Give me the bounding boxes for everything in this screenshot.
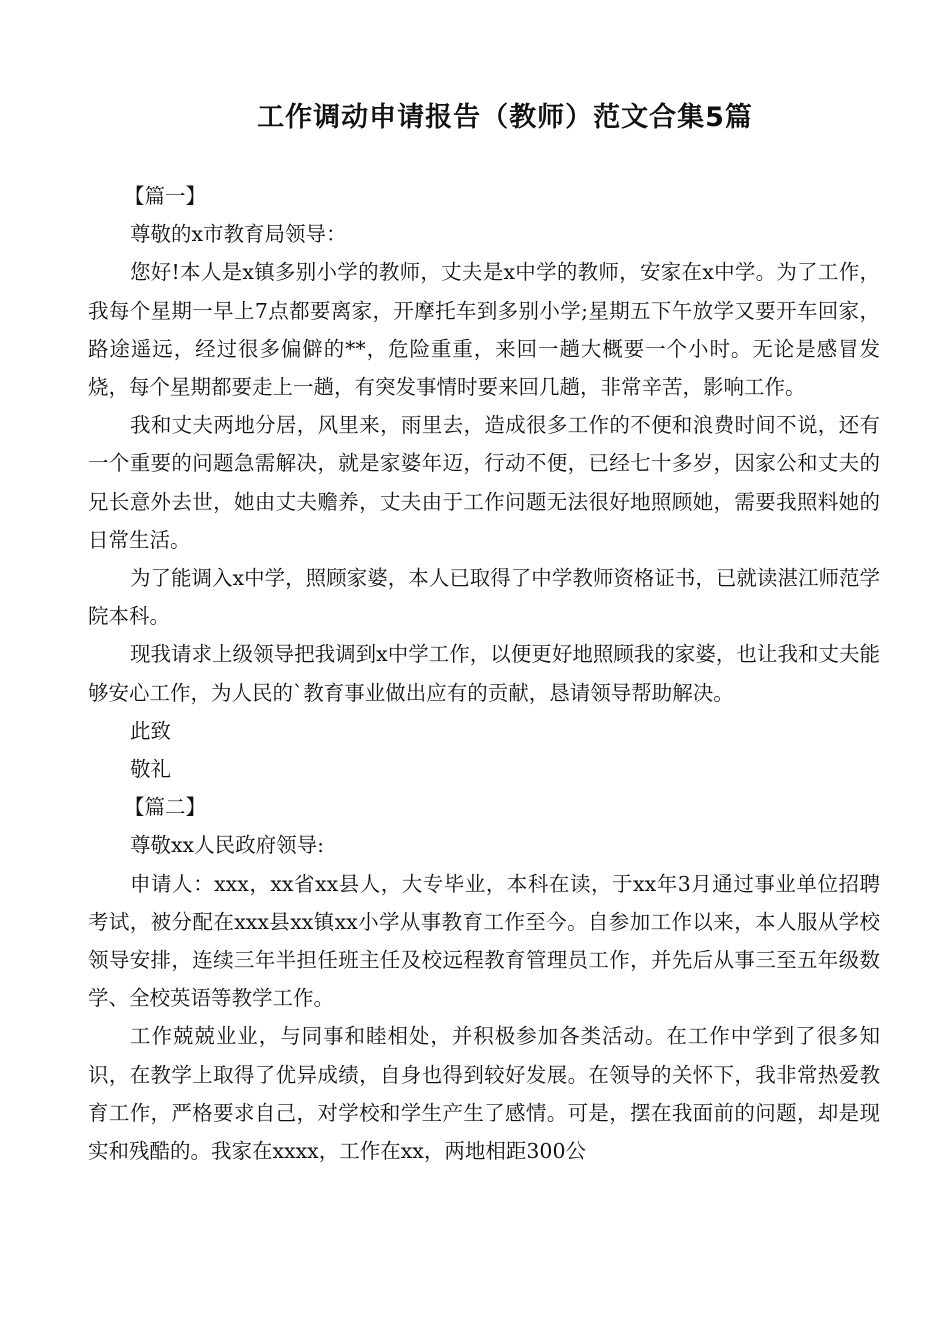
section-heading: 【篇二】 [124,795,206,820]
closing-line: 敬礼 [130,757,171,782]
body-paragraph: 您好!本人是x镇多别小学的教师，丈夫是x中学的教师，安家在x中学。为了工作，我每个星期一早上7点都要离家，开摩托车到多别小学;星期五下午放学又要开车回家，路途遥远，经过很多偏僻的**，危险重重，来回一趟大概要一个小时。无论是感冒发烧，每个星期都要走上一趟，有突发事情时要来回几趟，非常辛苦，影响工作。 [88,260,880,400]
body-paragraph: 申请人：xxx，xx省xx县人，大专毕业，本科在读，于xx年3月通过事业单位招聘考试，被分配在xxx县xx镇xx小学从事教育工作至今。自参加工作以来，本人服从学校领导安排，连续三年半担任班主任及校远程教育管理员工作，并先后从事三至五年级数学、全校英语等教学工作。 [88,871,880,1011]
salutation: 尊敬的x市教育局领导： [130,222,347,247]
body-paragraph: 现我请求上级领导把我调到x中学工作，以便更好地照顾我的家婆，也让我和丈夫能够安心工作，为人民的`教育事业做出应有的贡献，恳请领导帮助解决。 [88,642,880,705]
body-paragraph: 我和丈夫两地分居，风里来，雨里去，造成很多工作的不便和浪费时间不说，还有一个重要的问题急需解决，就是家婆年迈，行动不便，已经七十多岁，因家公和丈夫的兄长意外去世，她由丈夫赡养，丈夫由于工作问题无法很好地照顾她，需要我照料她的日常生活。 [88,413,880,552]
body-paragraph: 工作兢兢业业，与同事和睦相处，并积极参加各类活动。在工作中学到了很多知识，在教学上取得了优异成绩，自身也得到较好发展。在领导的关怀下，我非常热爱教育工作，严格要求自己，对学校和学生产生了感情。可是，摆在我面前的问题，却是现实和残酷的。我家在xxxx，工作在xx，两地相距300公 [88,1024,880,1164]
closing-line: 此致 [130,718,171,743]
document-title: 工作调动申请报告（教师）范文合集5篇 [257,102,753,133]
section-heading: 【篇一】 [124,184,206,208]
document-body [88,177,880,1170]
salutation: 尊敬xx人民政府领导: [130,833,325,858]
body-paragraph: 为了能调入x中学，照顾家婆，本人已取得了中学教师资格证书，已就读湛江师范学院本科。 [88,566,880,629]
